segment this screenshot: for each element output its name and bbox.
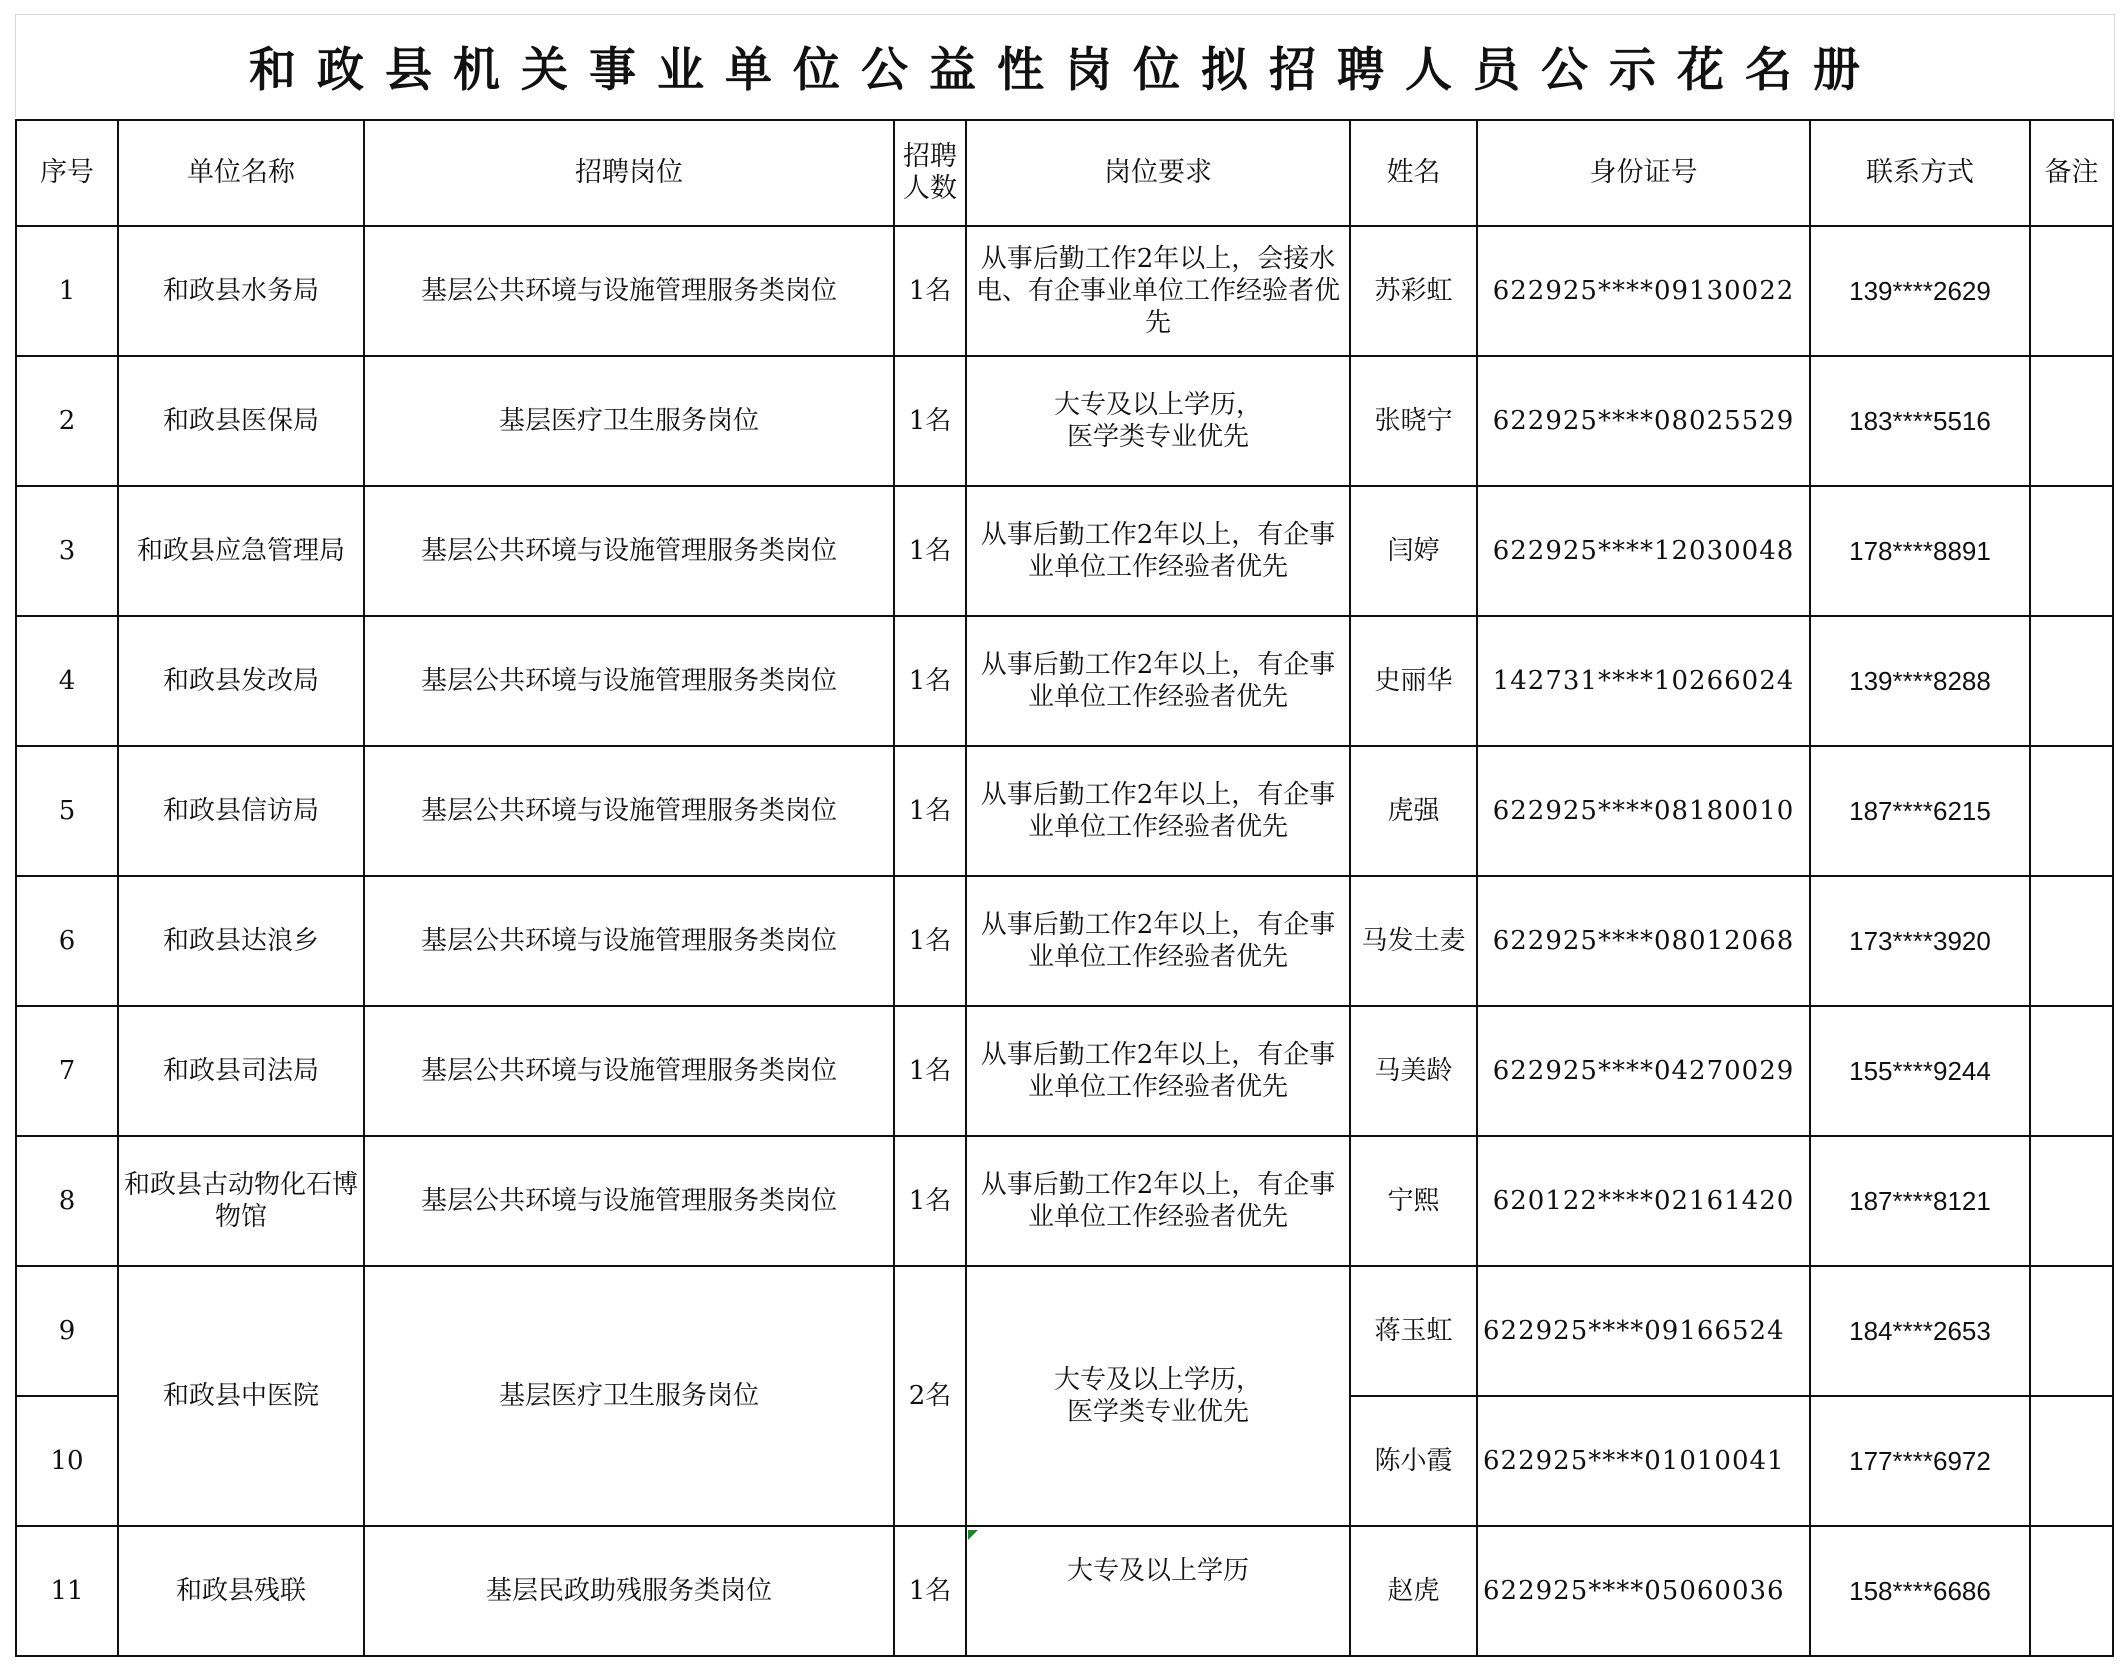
cell-note xyxy=(2030,1136,2113,1266)
cell-post: 基层医疗卫生服务岗位 xyxy=(364,356,894,486)
cell-unit: 和政县发改局 xyxy=(118,616,364,746)
cell-req: 从事后勤工作2年以上，有企事业单位工作经验者优先 xyxy=(966,876,1350,1006)
cell-unit: 和政县信访局 xyxy=(118,746,364,876)
cell-count: 1名 xyxy=(894,486,966,616)
cell-id: 622925****08012068 xyxy=(1477,876,1810,1006)
table-row xyxy=(16,1266,2113,1396)
cell-count: 1名 xyxy=(894,1136,966,1266)
cell-id: 620122****02161420 xyxy=(1477,1136,1810,1266)
table-row xyxy=(16,616,2113,746)
cell-seq: 5 xyxy=(16,746,118,876)
cell-phone: 184****2653 xyxy=(1810,1266,2030,1396)
cell-note xyxy=(2030,1266,2113,1396)
cell-req: 从事后勤工作2年以上，有企事业单位工作经验者优先 xyxy=(966,486,1350,616)
cell-id: 622925****01010041 xyxy=(1477,1396,1810,1526)
table-row xyxy=(16,356,2113,486)
cell-unit: 和政县医保局 xyxy=(118,356,364,486)
cell-req: 从事后勤工作2年以上，会接水电、有企事业单位工作经验者优先 xyxy=(966,226,1350,356)
header-count-line1: 招聘 xyxy=(903,141,957,172)
cell-req: 从事后勤工作2年以上，有企事业单位工作经验者优先 xyxy=(966,616,1350,746)
cell-note xyxy=(2030,746,2113,876)
cell-count: 1名 xyxy=(894,876,966,1006)
cell-seq: 1 xyxy=(16,226,118,356)
header-name: 姓名 xyxy=(1350,120,1477,226)
cell-note xyxy=(2030,226,2113,356)
cell-post: 基层公共环境与设施管理服务类岗位 xyxy=(364,876,894,1006)
cell-name: 苏彩虹 xyxy=(1350,226,1477,356)
cell-unit: 和政县司法局 xyxy=(118,1006,364,1136)
cell-note xyxy=(2030,356,2113,486)
cell-seq: 7 xyxy=(16,1006,118,1136)
cell-note xyxy=(2030,1006,2113,1136)
header-phone: 联系方式 xyxy=(1810,120,2030,226)
table-header-row xyxy=(16,120,2113,226)
cell-name: 虎强 xyxy=(1350,746,1477,876)
cell-phone: 187****6215 xyxy=(1810,746,2030,876)
cell-id: 142731****10266024 xyxy=(1477,616,1810,746)
cell-note xyxy=(2030,1526,2113,1656)
cell-name: 陈小霞 xyxy=(1350,1396,1477,1526)
cell-id: 622925****09130022 xyxy=(1477,226,1810,356)
cell-note xyxy=(2030,1396,2113,1526)
cell-count: 1名 xyxy=(894,746,966,876)
cell-name: 赵虎 xyxy=(1350,1526,1477,1656)
cell-seq: 11 xyxy=(16,1526,118,1656)
header-count xyxy=(894,120,966,226)
cell-req: 大专及以上学历， 医学类专业优先 xyxy=(966,356,1350,486)
cell-id: 622925****09166524 xyxy=(1477,1266,1810,1396)
table-row xyxy=(16,486,2113,616)
cell-count: 1名 xyxy=(894,1006,966,1136)
cell-seq: 4 xyxy=(16,616,118,746)
cell-id: 622925****05060036 xyxy=(1477,1526,1810,1656)
cell-name: 马发土麦 xyxy=(1350,876,1477,1006)
header-post: 招聘岗位 xyxy=(364,120,894,226)
cell-seq: 10 xyxy=(16,1396,118,1526)
table-row xyxy=(16,746,2113,876)
table-row xyxy=(16,1526,2113,1656)
cell-note xyxy=(2030,876,2113,1006)
cell-req: 大专及以上学历 xyxy=(966,1526,1350,1656)
cell-name: 张晓宁 xyxy=(1350,356,1477,486)
cell-phone: 177****6972 xyxy=(1810,1396,2030,1526)
cell-note xyxy=(2030,616,2113,746)
cell-note xyxy=(2030,486,2113,616)
cell-phone: 173****3920 xyxy=(1810,876,2030,1006)
table-row xyxy=(16,876,2113,1006)
cell-unit: 和政县残联 xyxy=(118,1526,364,1656)
cell-req: 大专及以上学历， 医学类专业优先 xyxy=(966,1266,1350,1526)
cell-seq: 3 xyxy=(16,486,118,616)
cell-post: 基层医疗卫生服务岗位 xyxy=(364,1266,894,1526)
cell-comment-marker xyxy=(968,1530,978,1540)
cell-name: 蒋玉虹 xyxy=(1350,1266,1477,1396)
header-id: 身份证号 xyxy=(1477,120,1810,226)
cell-phone: 139****2629 xyxy=(1810,226,2030,356)
cell-seq: 6 xyxy=(16,876,118,1006)
cell-count: 1名 xyxy=(894,616,966,746)
cell-phone: 139****8288 xyxy=(1810,616,2030,746)
table-row xyxy=(16,1136,2113,1266)
cell-unit: 和政县应急管理局 xyxy=(118,486,364,616)
cell-req: 从事后勤工作2年以上，有企事业单位工作经验者优先 xyxy=(966,746,1350,876)
cell-phone: 183****5516 xyxy=(1810,356,2030,486)
header-note: 备注 xyxy=(2030,120,2113,226)
cell-post: 基层公共环境与设施管理服务类岗位 xyxy=(364,616,894,746)
cell-id: 622925****12030048 xyxy=(1477,486,1810,616)
cell-id: 622925****08025529 xyxy=(1477,356,1810,486)
cell-name: 史丽华 xyxy=(1350,616,1477,746)
cell-post: 基层公共环境与设施管理服务类岗位 xyxy=(364,226,894,356)
cell-phone: 155****9244 xyxy=(1810,1006,2030,1136)
title-box xyxy=(15,14,2115,117)
cell-post: 基层公共环境与设施管理服务类岗位 xyxy=(364,746,894,876)
cell-post: 基层民政助残服务类岗位 xyxy=(364,1526,894,1656)
cell-post: 基层公共环境与设施管理服务类岗位 xyxy=(364,1006,894,1136)
cell-count: 1名 xyxy=(894,356,966,486)
cell-unit: 和政县水务局 xyxy=(118,226,364,356)
cell-req: 从事后勤工作2年以上，有企事业单位工作经验者优先 xyxy=(966,1136,1350,1266)
cell-id: 622925****04270029 xyxy=(1477,1006,1810,1136)
cell-seq: 8 xyxy=(16,1136,118,1266)
cell-name: 宁熙 xyxy=(1350,1136,1477,1266)
cell-phone: 187****8121 xyxy=(1810,1136,2030,1266)
table-row xyxy=(16,226,2113,356)
cell-unit: 和政县古动物化石博物馆 xyxy=(118,1136,364,1266)
cell-post: 基层公共环境与设施管理服务类岗位 xyxy=(364,1136,894,1266)
document-title: 和政县机关事业单位公益性岗位拟招聘人员公示花名册 xyxy=(249,42,1881,98)
cell-name: 马美龄 xyxy=(1350,1006,1477,1136)
cell-unit: 和政县中医院 xyxy=(118,1266,364,1526)
roster-table xyxy=(15,119,2114,1657)
header-req: 岗位要求 xyxy=(966,120,1350,226)
table-row xyxy=(16,1006,2113,1136)
cell-name: 闫婷 xyxy=(1350,486,1477,616)
cell-seq: 2 xyxy=(16,356,118,486)
cell-count: 2名 xyxy=(894,1266,966,1526)
cell-count: 1名 xyxy=(894,1526,966,1656)
cell-count: 1名 xyxy=(894,226,966,356)
cell-unit: 和政县达浪乡 xyxy=(118,876,364,1006)
cell-phone: 158****6686 xyxy=(1810,1526,2030,1656)
cell-req: 从事后勤工作2年以上，有企事业单位工作经验者优先 xyxy=(966,1006,1350,1136)
cell-seq: 9 xyxy=(16,1266,118,1396)
header-count-line2: 人数 xyxy=(903,173,957,204)
cell-id: 622925****08180010 xyxy=(1477,746,1810,876)
cell-post: 基层公共环境与设施管理服务类岗位 xyxy=(364,486,894,616)
cell-phone: 178****8891 xyxy=(1810,486,2030,616)
header-seq: 序号 xyxy=(16,120,118,226)
header-unit: 单位名称 xyxy=(118,120,364,226)
